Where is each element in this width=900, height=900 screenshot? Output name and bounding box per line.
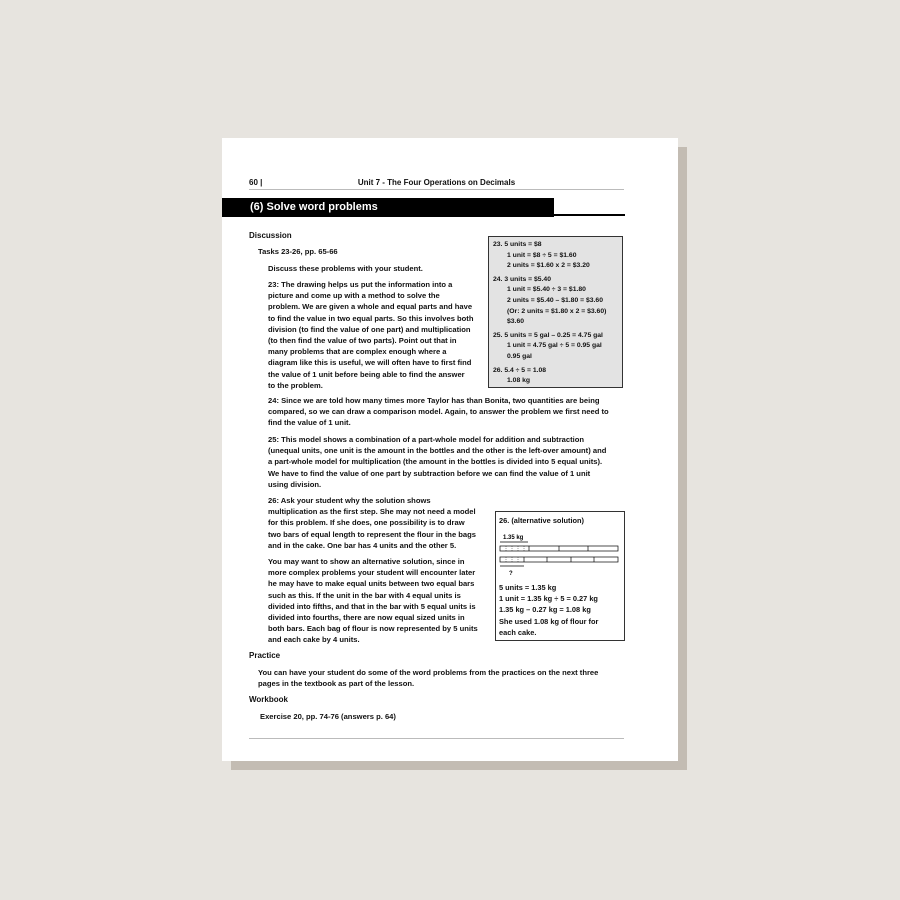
workbook-text: Exercise 20, pp. 74-76 (answers p. 64) (260, 712, 396, 721)
unit-title: Unit 7 - The Four Operations on Decimals (357, 178, 516, 187)
practice-heading: Practice (249, 651, 281, 660)
discussion-heading: Discussion (249, 231, 292, 240)
answer-23: 23. 5 units = $8 1 unit = $8 ÷ 5 = $1.60 2 units = $1.60 x 2 = $3.20 (493, 241, 590, 270)
workbook-heading: Workbook (249, 695, 288, 704)
paragraph-26a: 26: Ask your student why the solution shows multiplication as the first step. She may not need a model for this problem. If she does, one possibility is to draw two bars of equal length to represent the flour in the bags and in the cake. One bar has 4 units and the other 5. (268, 496, 477, 550)
paragraph-24: 24: Since we are told how many times more Taylor has than Bonita, two quantities are being compared, so we can draw a comparison model. Again, to answer the problem we first need to find the value of 1 unit. (268, 396, 609, 428)
answer-26: 26. 5.4 ÷ 5 = 1.08 1.08 kg (493, 366, 547, 385)
paragraph-23: 23: The drawing helps us put the information into a picture and come up with a method to solve the problem. We are given a whole and equal parts and have to find the value in two equal parts. So this involves both division (to find the value of one part) and multiplication (to then find the value of two parts). Point out that in many problems that are complex enough where a diagram like this is useful, we will often have to first find the value of 1 unit before being able to find the answer to the problem. (268, 280, 474, 390)
tasks-reference: Tasks 23-26, pp. 65-66 (258, 247, 338, 256)
answer-box (488, 236, 623, 388)
discussion-intro: Discuss these problems with your student. (268, 264, 423, 273)
page-number: 60 | (249, 178, 263, 187)
bar-label: 1.35 kg (503, 535, 524, 541)
practice-text: You can have your student do some of the word problems from the practices on the next three pages in the textbook as part of the lesson. (258, 668, 599, 689)
section-title-rule (554, 214, 625, 216)
paragraph-25: 25: This model shows a combination of a part-whole model for addition and subtraction (unequal units, one unit is the amount in the bottles and the other is the left-over amount) and a part-whole model for multiplication (the amount in the bottles is divided into 5 equal units). We have to find the value of one part by subtraction before we can find the value of 1 unit using division. (268, 435, 607, 489)
alternative-solution-box (495, 511, 625, 641)
alt-solution-title: 26. (alternative solution) (499, 516, 585, 525)
header-rule (249, 189, 624, 190)
alt-solution-steps: 5 units = 1.35 kg 1 unit = 1.35 kg ÷ 5 = 0.27 kg 1.35 kg – 0.27 kg = 1.08 kg She used 1.08 kg of flour for each cake. (499, 583, 599, 637)
bar-model-diagram (496, 530, 624, 582)
footer-rule (249, 738, 624, 739)
cake-bar (500, 557, 618, 562)
answer-25: 25. 5 units = 5 gal – 0.25 = 4.75 gal 1 unit = 4.75 gal ÷ 5 = 0.95 gal 0.95 gal (493, 331, 603, 360)
paragraph-26b: You may want to show an alternative solution, since in more complex problems your student will encounter later he may have to make equal units between two equal bars such as this. If the unit in the bar with 4 equal units is divided into fifths, and that in the bar with 5 equal units is divided into fourths, there are now equal sized units in both bars. Each bag of flour is now represented by 5 units and each cake by 4 units. (268, 557, 478, 645)
document-page (222, 138, 678, 761)
section-title: (6) Solve word problems (222, 198, 554, 217)
answer-24: 24. 3 units = $5.40 1 unit = $5.40 ÷ 3 = $1.80 2 units = $5.40 – $1.80 = $3.60 (Or: 2 units = $1.80 x 2 = $3.60) $3.60 (493, 275, 607, 326)
question-mark: ? (509, 571, 513, 577)
